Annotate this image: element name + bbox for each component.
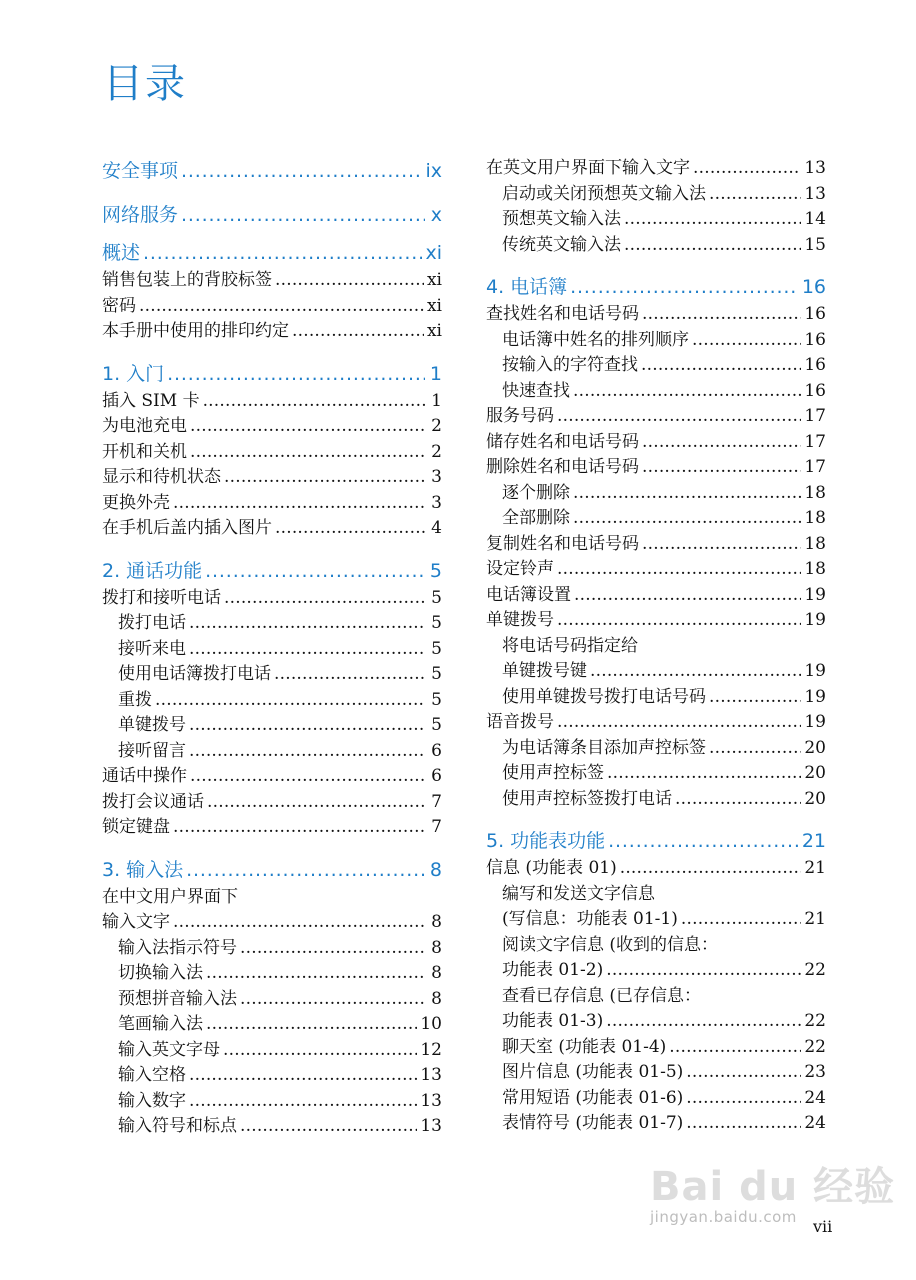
toc-entry-title: 按输入的字符查找 [502, 355, 638, 375]
toc-leader-dots [606, 958, 801, 984]
toc-section-heading [486, 272, 826, 302]
toc-leader-dots [624, 207, 801, 233]
toc-entry-title: 输入法指示符号 [118, 937, 237, 958]
toc-entry-title: 全部删除 [502, 508, 570, 528]
toc-leader-dots [139, 294, 424, 320]
toc-entry [102, 414, 442, 440]
toc-entry-page: 16 [804, 380, 826, 401]
toc-leader-dots [642, 302, 801, 328]
toc-entry-page: 21 [804, 909, 826, 929]
toc-entry-title: 单键拨号 [486, 610, 554, 630]
toc-leader-dots [275, 268, 424, 294]
toc-entry-title: 预想拼音输入法 [118, 988, 237, 1009]
toc-entry-title: 概述 [102, 242, 141, 264]
toc-entry-title: 编写和发送文字信息 [502, 883, 655, 904]
toc-entry-title: 复制姓名和电话号码 [486, 533, 639, 554]
toc-entry-page: xi [425, 242, 442, 264]
toc-entry-page: 20 [804, 788, 826, 809]
toc-leader-dots [607, 761, 801, 787]
toc-entry-title: 输入空格 [118, 1065, 186, 1085]
toc-entry-page: 5 [431, 587, 442, 608]
toc-entry-title: 1. 入门 [102, 362, 165, 385]
toc-entry-page: 8 [431, 988, 442, 1009]
toc-entry-title: 通话中操作 [102, 766, 187, 786]
toc-entry-page: 20 [804, 763, 826, 783]
toc-entry-title: 在英文用户界面下输入文字 [486, 158, 690, 178]
toc-entry [486, 353, 826, 379]
toc-entry-page: 20 [804, 737, 826, 758]
toc-leader-dots [590, 659, 801, 685]
toc-leader-dots [155, 688, 425, 714]
toc-entry-title: 查找姓名和电话号码 [486, 304, 639, 324]
toc-entry [486, 1111, 826, 1137]
page-title: 目录 [103, 61, 187, 107]
toc-entry [486, 634, 826, 660]
toc-entry [486, 233, 826, 259]
toc-entry-title: 使用声控标签拨打电话 [502, 788, 672, 809]
toc-leader-dots [189, 1089, 417, 1115]
toc-entry-title: 接听留言 [118, 740, 186, 761]
toc-entry-page: 22 [804, 1011, 826, 1031]
toc-entry [486, 958, 826, 984]
toc-entry-page: 13 [804, 183, 826, 204]
toc-entry-title: 电话簿设置 [486, 584, 571, 605]
watermark-brand: Bai du 经验 [650, 1164, 896, 1210]
toc-entry [486, 182, 826, 208]
toc-leader-dots [557, 557, 801, 583]
toc-entry-page: 16 [804, 355, 826, 375]
toc-entry-page: 21 [804, 858, 826, 878]
toc-leader-dots [186, 855, 425, 885]
toc-leader-dots [240, 987, 425, 1013]
toc-entry-title: 信息 (功能表 01) [486, 858, 617, 878]
toc-leader-dots [240, 936, 425, 962]
toc-entry-title: 阅读文字信息 (收到的信息： [502, 934, 719, 955]
toc-entry [102, 1114, 442, 1140]
toc-entry-title: 启动或关闭预想英文输入法 [502, 183, 706, 204]
toc-entry-page: 1 [429, 362, 442, 385]
toc-leader-dots [573, 379, 801, 405]
toc-entry-page: 2 [431, 441, 442, 462]
toc-entry [486, 430, 826, 456]
toc-entry-title: 2. 通话功能 [102, 559, 203, 582]
toc-column-left [102, 156, 442, 1140]
toc-entry-title: 输入符号和标点 [118, 1116, 237, 1136]
toc-entry-page: x [430, 204, 442, 226]
toc-leader-dots [686, 1086, 801, 1112]
toc-entry-title: 传统英文输入法 [502, 234, 621, 255]
toc-column-right [486, 156, 826, 1137]
toc-entry-title: 输入文字 [102, 912, 170, 932]
toc-entry [102, 739, 442, 765]
toc-leader-dots [669, 1035, 801, 1061]
toc-entry-title: 在手机后盖内插入图片 [102, 518, 272, 538]
toc-leader-dots [681, 907, 801, 933]
toc-entry-title: 删除姓名和电话号码 [486, 457, 639, 477]
toc-entry-page: 18 [804, 482, 826, 503]
toc-leader-dots [642, 532, 801, 558]
toc-entry-title: 使用声控标签 [502, 763, 604, 783]
toc-entry [486, 557, 826, 583]
toc-leader-dots [675, 787, 801, 813]
toc-entry [486, 710, 826, 736]
toc-section-heading [102, 556, 442, 586]
toc-leader-dots [709, 736, 801, 762]
toc-entry [486, 907, 826, 933]
toc-leader-dots [709, 182, 801, 208]
toc-entry-title: 销售包装上的背胶标签 [102, 270, 272, 290]
toc-entry-page: 13 [420, 1090, 442, 1111]
toc-entry [486, 1035, 826, 1061]
toc-leader-dots [292, 319, 424, 345]
toc-entry-page: 16 [804, 329, 826, 350]
toc-entry [102, 662, 442, 688]
toc-leader-dots [642, 430, 801, 456]
toc-entry-page: 6 [431, 740, 442, 761]
toc-entry-title: 聊天室 (功能表 01-4) [502, 1036, 667, 1057]
toc-entry-page: 2 [431, 416, 442, 436]
toc-entry [102, 1012, 442, 1038]
toc-leader-dots [173, 815, 425, 841]
toc-leader-dots [709, 685, 801, 711]
toc-entry [486, 685, 826, 711]
toc-entry-title: 锁定键盘 [102, 817, 170, 837]
toc-entry-title: 开机和关机 [102, 441, 187, 462]
toc-leader-dots [167, 359, 425, 389]
toc-leader-dots [641, 353, 801, 379]
toc-entry-page: 5 [431, 715, 442, 735]
toc-leader-dots [692, 328, 801, 354]
toc-entry [486, 1060, 826, 1086]
toc-entry [486, 207, 826, 233]
toc-entry [102, 1063, 442, 1089]
toc-leader-dots [189, 1063, 417, 1089]
watermark-url: jingyan.baidu.com [650, 1208, 797, 1226]
toc-entry-title: 接听来电 [118, 638, 186, 659]
toc-entry-title: 单键拨号 [118, 715, 186, 735]
toc-entry-title: 功能表 01-3) [502, 1011, 604, 1031]
toc-entry-page: 5 [431, 664, 442, 684]
toc-leader-dots [203, 389, 425, 415]
toc-entry [102, 713, 442, 739]
toc-entry-page: 16 [804, 304, 826, 324]
toc-entry-page: 21 [801, 830, 826, 852]
toc-entry-title: 更换外壳 [102, 492, 170, 513]
toc-entry-title: (写信息：功能表 01-1) [502, 909, 678, 929]
toc-entry [102, 764, 442, 790]
toc-entry-page: 5 [429, 559, 442, 582]
toc-entry [486, 761, 826, 787]
toc-leader-dots [686, 1060, 801, 1086]
toc-leader-dots [224, 586, 425, 612]
toc-entry [486, 328, 826, 354]
toc-leader-dots [207, 790, 425, 816]
toc-entry-page: 19 [804, 610, 826, 630]
toc-entry-title: 常用短语 (功能表 01-6) [502, 1087, 684, 1108]
toc-entry [102, 885, 442, 911]
toc-entry [102, 586, 442, 612]
toc-entry-page: 19 [804, 661, 826, 681]
toc-entry [102, 268, 442, 294]
toc-entry-title: 单键拨号键 [502, 661, 587, 681]
toc-leader-dots [223, 1038, 417, 1064]
toc-leader-dots [181, 156, 422, 186]
toc-entry [102, 688, 442, 714]
toc-leader-dots [642, 455, 801, 481]
toc-entry-title: 5. 功能表功能 [486, 830, 606, 852]
toc-entry [486, 455, 826, 481]
toc-entry [486, 156, 826, 182]
toc-entry-title: 3. 输入法 [102, 858, 184, 881]
toc-entry [102, 936, 442, 962]
toc-section-heading [102, 238, 442, 268]
toc-entry [102, 319, 442, 345]
toc-entry-page: 17 [804, 431, 826, 452]
toc-entry [486, 608, 826, 634]
toc-entry-page: 14 [804, 209, 826, 229]
toc-leader-dots [190, 414, 425, 440]
toc-leader-dots [274, 662, 425, 688]
toc-entry-title: 拨打和接听电话 [102, 587, 221, 608]
toc-entry [102, 389, 442, 415]
toc-entry-title: 语音拨号 [486, 712, 554, 732]
toc-entry-page: 17 [804, 457, 826, 477]
toc-entry-title: 逐个删除 [502, 482, 570, 503]
toc-leader-dots [620, 856, 802, 882]
toc-entry-page: 5 [431, 613, 442, 633]
toc-entry-page: ix [425, 160, 442, 182]
toc-entry-title: 重拨 [118, 689, 152, 710]
toc-entry [102, 465, 442, 491]
toc-leader-dots [206, 961, 425, 987]
toc-entry [102, 961, 442, 987]
toc-entry-page: 5 [431, 638, 442, 659]
toc-leader-dots [275, 516, 425, 542]
toc-entry-title: 网络服务 [102, 204, 179, 226]
toc-entry-title: 安全事项 [102, 160, 179, 182]
toc-leader-dots [693, 156, 801, 182]
toc-entry-title: 笔画输入法 [118, 1014, 203, 1034]
toc-entry [102, 491, 442, 517]
toc-leader-dots [181, 200, 425, 230]
toc-leader-dots [557, 608, 801, 634]
toc-section-heading [486, 826, 826, 856]
toc-entry [102, 637, 442, 663]
toc-section-heading [102, 855, 442, 885]
toc-entry [486, 736, 826, 762]
toc-entry [102, 790, 442, 816]
toc-entry-title: 4. 电话簿 [486, 276, 568, 298]
toc-entry-page: 17 [804, 406, 826, 426]
toc-entry-page: 8 [431, 912, 442, 932]
toc-entry [486, 506, 826, 532]
toc-entry-title: 切换输入法 [118, 963, 203, 983]
toc-entry-page: xi [426, 295, 442, 316]
toc-entry-page: 16 [801, 276, 826, 298]
toc-leader-dots [573, 506, 801, 532]
toc-entry-page: 8 [431, 937, 442, 958]
toc-entry-title: 输入数字 [118, 1090, 186, 1111]
toc-entry-title: 拨打会议通话 [102, 791, 204, 812]
toc-leader-dots [240, 1114, 417, 1140]
toc-entry-page: 18 [804, 559, 826, 579]
toc-entry [486, 1086, 826, 1112]
toc-entry [102, 910, 442, 936]
toc-leader-dots [189, 611, 425, 637]
toc-leader-dots [205, 556, 425, 586]
toc-entry-page: xi [426, 270, 442, 290]
toc-entry-title: 设定铃声 [486, 559, 554, 579]
toc-entry-title: 查看已存信息 (已存信息： [502, 985, 702, 1006]
toc-entry-title: 为电话簿条目添加声控标签 [502, 737, 706, 758]
toc-entry-title: 拨打电话 [118, 613, 186, 633]
toc-entry-page: 19 [804, 584, 826, 605]
toc-entry-page: 3 [431, 467, 442, 487]
toc-entry-page: 18 [804, 508, 826, 528]
toc-entry [486, 302, 826, 328]
toc-leader-dots [624, 233, 801, 259]
toc-entry [102, 611, 442, 637]
toc-entry-title: 显示和待机状态 [102, 467, 221, 487]
toc-section-heading [102, 200, 442, 230]
toc-entry-title: 为电池充电 [102, 416, 187, 436]
toc-entry-page: 13 [804, 158, 826, 178]
toc-entry-page: 22 [804, 1036, 826, 1057]
toc-entry-title: 表情符号 (功能表 01-7) [502, 1113, 684, 1133]
toc-leader-dots [173, 910, 425, 936]
toc-entry-page: 4 [431, 518, 442, 538]
toc-leader-dots [189, 713, 425, 739]
toc-entry-page: 3 [431, 492, 442, 513]
toc-leader-dots [143, 238, 422, 268]
toc-entry [102, 815, 442, 841]
toc-leader-dots [190, 764, 425, 790]
toc-entry [486, 1009, 826, 1035]
toc-leader-dots [606, 1009, 801, 1035]
toc-entry-title: 将电话号码指定给 [502, 635, 638, 656]
toc-leader-dots [608, 826, 799, 856]
toc-entry [102, 516, 442, 542]
toc-leader-dots [573, 481, 801, 507]
toc-entry-page: 23 [804, 1062, 826, 1082]
toc-entry [486, 787, 826, 813]
toc-entry-title: 本手册中使用的排印约定 [102, 321, 289, 341]
toc-entry-title: 服务号码 [486, 406, 554, 426]
toc-entry-page: 5 [431, 689, 442, 710]
toc-entry-page: 6 [431, 766, 442, 786]
toc-entry [486, 856, 826, 882]
toc-entry-title: 使用单键拨号拨打电话号码 [502, 686, 706, 707]
toc-entry-page: 15 [804, 234, 826, 255]
toc-entry [486, 882, 826, 908]
toc-entry-title: 插入 SIM 卡 [102, 390, 200, 411]
toc-entry-page: 24 [804, 1087, 826, 1108]
toc-section-heading [102, 156, 442, 186]
toc-entry-page: 1 [431, 390, 442, 411]
toc-entry-title: 快速查找 [502, 380, 570, 401]
toc-entry [486, 404, 826, 430]
toc-leader-dots [206, 1012, 417, 1038]
toc-leader-dots [574, 583, 801, 609]
toc-entry-page: 12 [420, 1039, 442, 1060]
toc-entry-title: 密码 [102, 295, 136, 316]
toc-entry-page: 22 [804, 960, 826, 980]
toc-entry [486, 379, 826, 405]
toc-entry-title: 图片信息 (功能表 01-5) [502, 1062, 684, 1082]
toc-leader-dots [224, 465, 425, 491]
toc-entry-title: 输入英文字母 [118, 1039, 220, 1060]
toc-entry [102, 440, 442, 466]
toc-leader-dots [686, 1111, 801, 1137]
toc-entry-title: 电话簿中姓名的排列顺序 [502, 329, 689, 350]
toc-entry-page: 13 [420, 1065, 442, 1085]
toc-leader-dots [189, 637, 425, 663]
toc-entry-page: 18 [804, 533, 826, 554]
toc-entry-page: 7 [431, 791, 442, 812]
toc-entry-page: 19 [804, 712, 826, 732]
toc-leader-dots [190, 440, 425, 466]
toc-entry [486, 984, 826, 1010]
toc-entry [486, 481, 826, 507]
page-number: vii [813, 1217, 833, 1236]
toc-section-heading [102, 359, 442, 389]
toc-entry [486, 583, 826, 609]
toc-entry [486, 659, 826, 685]
toc-entry-page: 8 [431, 963, 442, 983]
toc-entry-title: 储存姓名和电话号码 [486, 431, 639, 452]
toc-entry [102, 294, 442, 320]
toc-entry-title: 在中文用户界面下 [102, 886, 238, 907]
toc-entry-page: 8 [429, 858, 442, 881]
toc-entry-title: 功能表 01-2) [502, 960, 604, 980]
toc-entry-page: 7 [431, 817, 442, 837]
toc-entry-page: xi [426, 321, 442, 341]
toc-entry [102, 1089, 442, 1115]
toc-entry-title: 使用电话簿拨打电话 [118, 664, 271, 684]
toc-entry [102, 1038, 442, 1064]
toc-entry [486, 933, 826, 959]
toc-leader-dots [557, 404, 801, 430]
toc-entry-page: 13 [420, 1116, 442, 1136]
toc-entry-title: 预想英文输入法 [502, 209, 621, 229]
toc-entry [102, 987, 442, 1013]
toc-entry-page: 10 [420, 1014, 442, 1034]
toc-leader-dots [189, 739, 425, 765]
toc-leader-dots [557, 710, 801, 736]
toc-entry-page: 19 [804, 686, 826, 707]
toc-entry [486, 532, 826, 558]
toc-leader-dots [173, 491, 425, 517]
toc-leader-dots [570, 272, 799, 302]
toc-entry-page: 24 [804, 1113, 826, 1133]
